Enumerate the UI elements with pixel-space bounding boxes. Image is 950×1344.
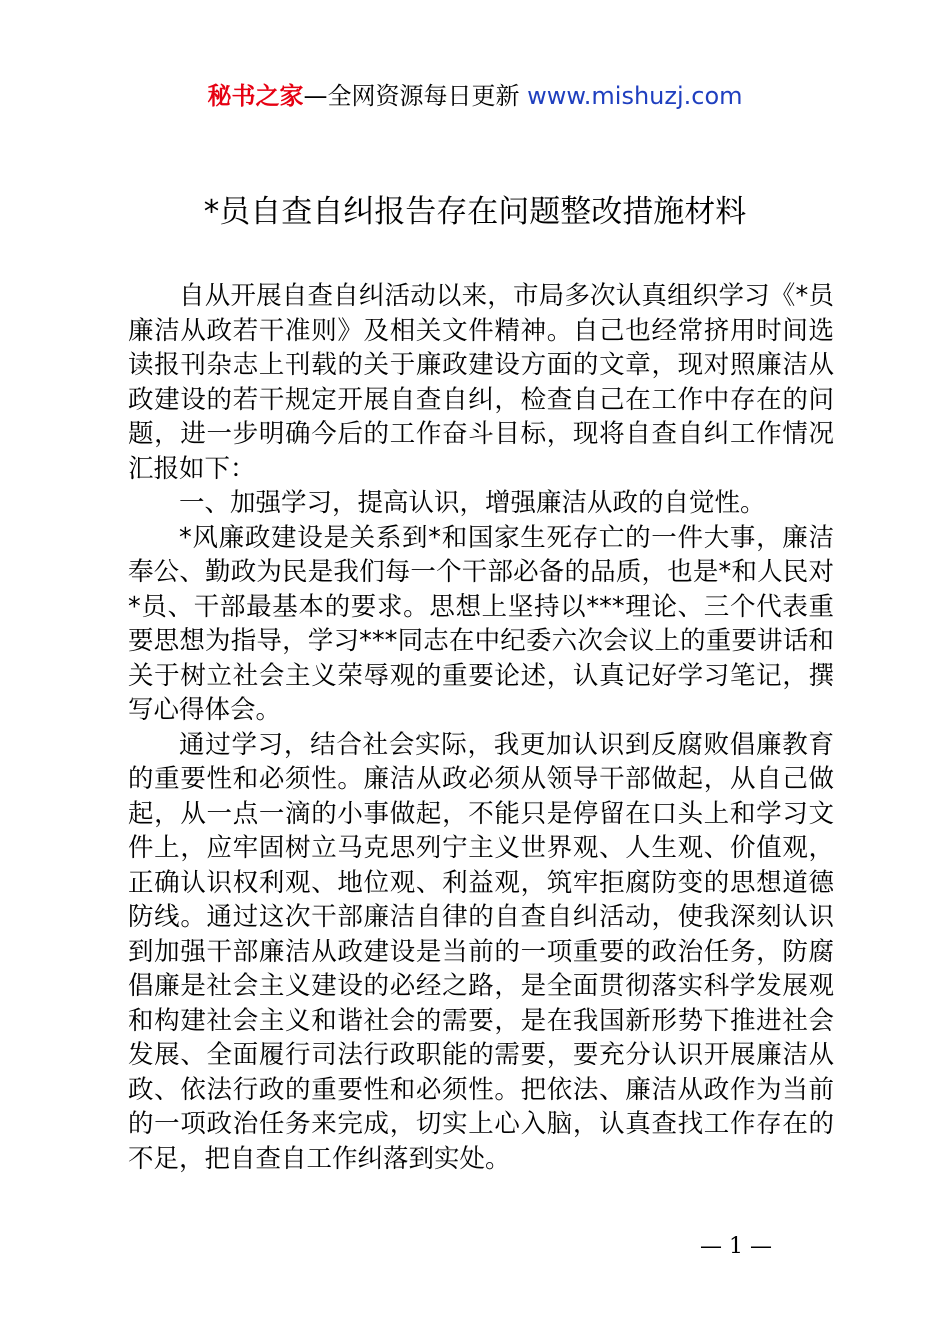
site-url-link[interactable]: www.mishuzj.com xyxy=(527,82,743,110)
document-body xyxy=(128,279,834,1176)
site-tagline: —全网资源每日更新 xyxy=(303,82,528,110)
section-heading-1: 一、加强学习，提高认识，增强廉洁从政的自觉性。 xyxy=(179,488,766,518)
paragraph-reflection: 通过学习，结合社会实际，我更加认识到反腐败倡廉教育的重要性和必须性。廉洁从政必须从领导干部做起，从自己做起，从一点一滴的小事做起，不能只是停留在口头上和学习文件上，应牢固树立马克思列宁主义世界观、人生观、价值观，正确认识权利观、地位观、利益观，筑牢拒腐防变的思想道德防线。通过这次干部廉洁自律的自查自纠活动，使我深刻认识到加强干部廉洁从政建设是当前的一项重要的政治任务，防腐倡廉是社会主义建设的必经之路，是全面贯彻落实科学发展观和构建社会主义和谐社会的需要，是在我国新形势下推进社会发展、全面履行司法行政职能的需要，要充分认识开展廉洁从政、依法行政的重要性和必须性。把依法、廉洁从政作为当前的一项政治任务来完成，切实上心入脑，认真查找工作存在的不足，把自查自工作纠落到实处。 xyxy=(128,729,834,1174)
site-header xyxy=(0,80,950,112)
paragraph-study: *风廉政建设是关系到*和国家生死存亡的一件大事，廉洁奉公、勤政为民是我们每一个干部必备的品质，也是*和人民对*员、干部最基本的要求。思想上坚持以***理论、三个代表重要思想为指导，学习***同志在中纪委六次会议上的重要讲话和关于树立社会主义荣辱观的重要论述，认真记好学习笔记，撰写心得体会。 xyxy=(128,522,834,725)
document-title: *员自查自纠报告存在问题整改措施材料 xyxy=(203,194,747,230)
paragraph-intro: 自从开展自查自纠活动以来，市局多次认真组织学习《*员廉洁从政若干准则》及相关文件精神。自己也经常挤用时间选读报刊杂志上刊载的关于廉政建设方面的文章，现对照廉洁从政建设的若干规定开展自查自纠，检查自己在工作中存在的问题，进一步明确今后的工作奋斗目标，现将自查自纠工作情况汇报如下： xyxy=(128,281,834,484)
site-brand: 秘书之家 xyxy=(207,82,304,110)
page-number: — 1 — xyxy=(700,1234,772,1259)
